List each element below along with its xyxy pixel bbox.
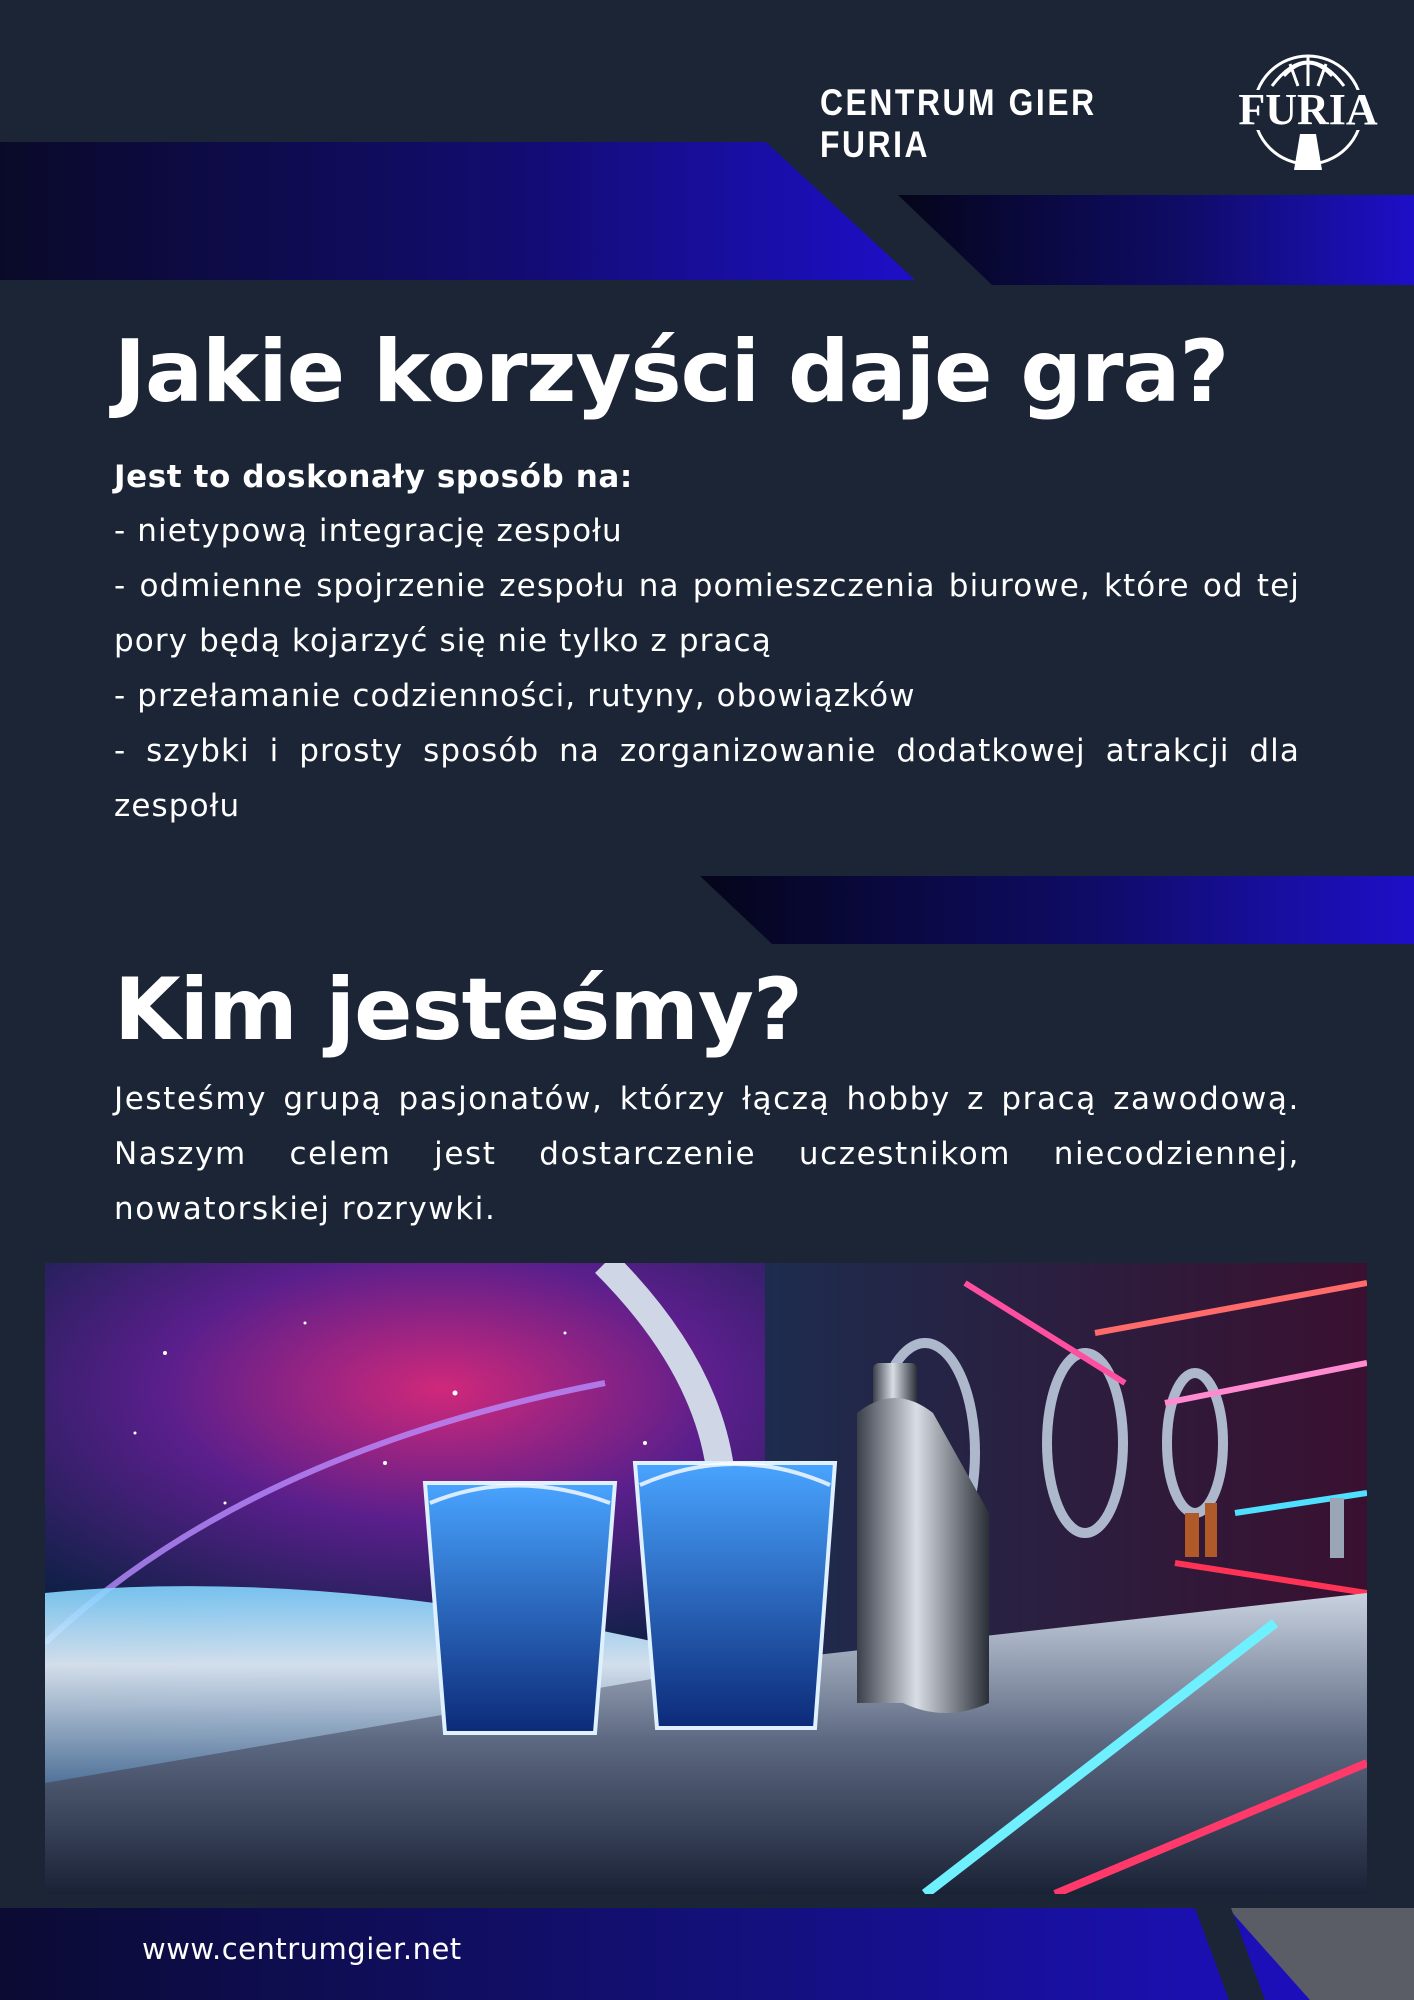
about-title: Kim jesteśmy? <box>114 960 802 1060</box>
brand-name: CENTRUM GIER FURIA <box>820 82 1097 165</box>
benefit-item: - szybki i prosty sposób na zorganizowanie dodatkowej atrakcji dla zespołu <box>114 733 1300 824</box>
furia-logo <box>1228 46 1388 170</box>
space-bar-illustration <box>45 1263 1367 1894</box>
header-ribbon-right <box>898 195 1414 285</box>
header-ribbon-left <box>0 142 915 280</box>
logo-text: FURIA <box>1238 85 1378 134</box>
section-divider-ribbon <box>700 876 1414 944</box>
about-text: Jesteśmy grupą pasjonatów, którzy łączą hobby z pracą zawodową. Naszym celem jest dostarczenie uczestnikom niecodziennej, nowatorskiej rozrywki. <box>114 1081 1300 1227</box>
website-link[interactable]: www.centrumgier.net <box>142 1932 462 1966</box>
benefit-item: - nietypową integrację zespołu <box>114 513 623 549</box>
benefits-list <box>114 504 1300 834</box>
benefit-item: - przełamanie codzienności, rutyny, obowiązków <box>114 678 916 714</box>
benefits-lead: Jest to doskonały sposób na: <box>114 459 633 495</box>
benefits-title: Jakie korzyści daje gra? <box>114 322 1229 422</box>
benefit-item: - odmienne spojrzenie zespołu na pomieszczenia biurowe, które od tej pory będą kojarzyć się nie tylko z pracą <box>114 568 1300 659</box>
